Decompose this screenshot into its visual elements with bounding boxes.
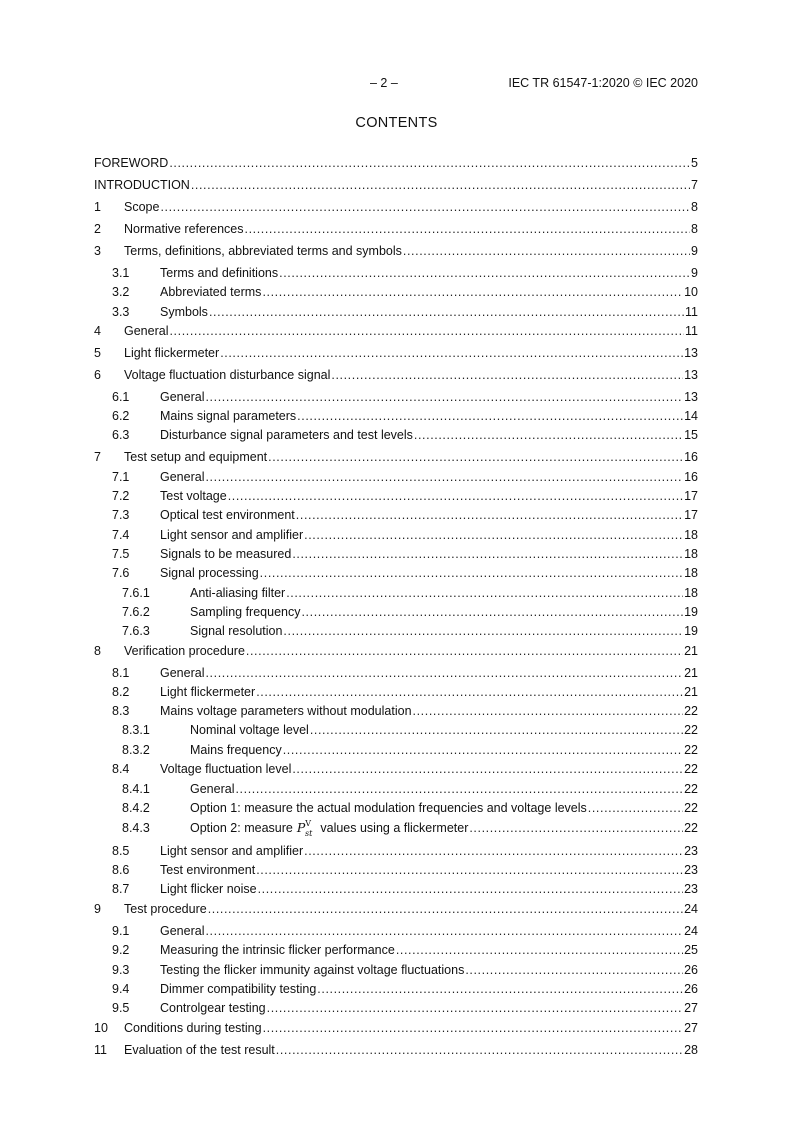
toc-entry[interactable] — [94, 390, 698, 404]
toc-entry-title: Disturbance signal parameters and test levels — [160, 428, 413, 442]
toc-entry-title: Light sensor and amplifier — [160, 844, 304, 858]
toc-entry-title: Light sensor and amplifier — [160, 528, 304, 542]
toc-entry-page: 25 — [684, 943, 698, 957]
toc-entry-number: 7 — [94, 450, 101, 464]
toc-entry-title: Terms, definitions, abbreviated terms and symbols — [124, 244, 402, 258]
toc-entry-page: 21 — [684, 644, 698, 658]
toc-entry[interactable] — [94, 685, 698, 699]
toc-entry-title: Dimmer compatibility testing — [160, 982, 317, 996]
toc-entry-number: 8.4.1 — [122, 782, 150, 796]
toc-entry-page: 7 — [691, 178, 698, 192]
toc-entry[interactable] — [94, 489, 698, 503]
toc-entry-number: 8.4.3 — [122, 821, 150, 836]
toc-entry-number: 9 — [94, 902, 101, 916]
dot-leader — [588, 801, 683, 815]
toc-entry-title: Mains frequency — [190, 743, 282, 757]
toc-entry-number: 9.3 — [112, 963, 130, 977]
toc-entry-number: 6 — [94, 368, 101, 382]
dot-leader — [191, 178, 690, 192]
toc-entry-title: Normative references — [124, 222, 244, 236]
toc-entry-title: Nominal voltage level — [190, 723, 309, 737]
toc-entry-number: 5 — [94, 346, 101, 360]
toc-entry[interactable] — [94, 528, 698, 542]
toc-entry-number: 8.3 — [112, 704, 130, 718]
toc-entry[interactable] — [94, 566, 698, 580]
toc-entry-number: 8.1 — [112, 666, 130, 680]
toc-entry-page: 11 — [685, 305, 698, 319]
toc-entry-page: 22 — [684, 801, 698, 815]
dot-leader — [258, 882, 684, 896]
toc-entry-page: 8 — [691, 200, 698, 214]
toc-entry[interactable] — [94, 743, 698, 757]
toc-entry-title: Light flicker noise — [160, 882, 257, 896]
dot-leader — [205, 666, 683, 680]
toc-entry-number: 7.4 — [112, 528, 130, 542]
toc-entry-page: 10 — [684, 285, 698, 299]
toc-entry-title: Scope — [124, 200, 160, 214]
toc-entry-number: 3.1 — [112, 266, 130, 280]
toc-entry-number: 1 — [94, 200, 101, 214]
toc-entry[interactable] — [94, 409, 698, 423]
toc-entry-page: 18 — [684, 566, 698, 580]
toc-entry[interactable] — [94, 801, 698, 815]
toc-entry[interactable] — [94, 666, 698, 680]
toc-entry-page: 9 — [691, 266, 698, 280]
toc-entry-title: Abbreviated terms — [160, 285, 262, 299]
dot-leader — [403, 244, 690, 258]
dot-leader — [220, 346, 683, 360]
toc-entry-page: 17 — [684, 508, 698, 522]
page-title: CONTENTS — [355, 115, 438, 131]
toc-entry-page: 19 — [684, 624, 698, 638]
toc-entry-title: Conditions during testing — [124, 1021, 262, 1035]
toc-entry[interactable] — [94, 244, 698, 258]
dot-leader — [169, 156, 690, 170]
toc-entry[interactable] — [94, 723, 698, 737]
dot-leader — [205, 924, 683, 938]
toc-entry[interactable] — [94, 1043, 698, 1057]
dot-leader — [469, 821, 683, 835]
toc-entry-number: 7.6.1 — [122, 586, 150, 600]
toc-entry-title: General — [124, 324, 169, 338]
toc-entry[interactable] — [94, 924, 698, 938]
toc-entry-title: Evaluation of the test result — [124, 1043, 275, 1057]
toc-entry-title: Symbols — [160, 305, 208, 319]
toc-entry-number: 6.1 — [112, 390, 130, 404]
dot-leader — [296, 508, 683, 522]
toc-entry-number: 8.4 — [112, 762, 130, 776]
dot-leader — [276, 1043, 683, 1057]
toc-entry-page: 17 — [684, 489, 698, 503]
toc-entry-title: Option 1: measure the actual modulation frequencies and voltage levels — [190, 801, 587, 815]
toc-entry-page: 26 — [684, 982, 698, 996]
toc-entry-title: Measuring the intrinsic flicker performance — [160, 943, 395, 957]
document-reference: IEC TR 61547-1:2020 © IEC 2020 — [508, 76, 698, 90]
toc-entry[interactable] — [94, 305, 698, 319]
toc-entry-number: 8.6 — [112, 863, 130, 877]
toc-entry[interactable] — [94, 644, 698, 658]
toc-entry[interactable] — [94, 324, 698, 338]
dot-leader — [268, 450, 683, 464]
toc-entry-title: Light flickermeter — [160, 685, 256, 699]
dot-leader — [317, 982, 683, 996]
toc-entry-number: 8.3.1 — [122, 723, 150, 737]
toc-entry[interactable] — [94, 844, 698, 858]
dot-leader — [396, 943, 683, 957]
toc-entry-number: 8.2 — [112, 685, 130, 699]
toc-entry-title: General — [160, 470, 205, 484]
toc-entry-title: Voltage fluctuation disturbance signal — [124, 368, 331, 382]
toc-entry-page: 18 — [684, 528, 698, 542]
dot-leader — [228, 489, 683, 503]
toc-entry[interactable] — [94, 1021, 698, 1035]
toc-entry-title: Light flickermeter — [124, 346, 220, 360]
toc-entry-page: 22 — [684, 704, 698, 718]
dot-leader — [283, 743, 683, 757]
toc-entry-title: Optical test environment — [160, 508, 295, 522]
page-number: – 2 – — [370, 76, 398, 90]
toc-entry-number: 9.1 — [112, 924, 130, 938]
toc-entry-page: 21 — [684, 666, 698, 680]
toc-entry-number: 8.4.2 — [122, 801, 150, 815]
toc-entry[interactable] — [94, 368, 698, 382]
toc-entry-number: 8.5 — [112, 844, 130, 858]
toc-entry-number: 6.2 — [112, 409, 130, 423]
toc-entry-page: 23 — [684, 882, 698, 896]
dot-leader — [260, 566, 683, 580]
toc-entry-number: 7.5 — [112, 547, 130, 561]
toc-entry-number: 9.4 — [112, 982, 130, 996]
toc-entry-number: 2 — [94, 222, 101, 236]
toc-entry-title: Signal processing — [160, 566, 259, 580]
dot-leader — [267, 1001, 683, 1015]
dot-leader — [283, 624, 683, 638]
toc-entry[interactable] — [94, 547, 698, 561]
toc-entry-page: 8 — [691, 222, 698, 236]
toc-entry[interactable] — [94, 605, 698, 619]
dot-leader — [301, 605, 683, 619]
toc-entry[interactable] — [94, 178, 698, 192]
toc-entry-page: 22 — [684, 762, 698, 776]
toc-entry-number: 8.3.2 — [122, 743, 150, 757]
dot-leader — [297, 409, 683, 423]
toc-entry[interactable] — [94, 508, 698, 522]
dot-leader — [304, 528, 683, 542]
toc-entry-title: Anti-aliasing filter — [190, 586, 286, 600]
toc-entry-number: 7.1 — [112, 470, 130, 484]
toc-entry-number: 4 — [94, 324, 101, 338]
toc-entry-page: 27 — [684, 1001, 698, 1015]
toc-entry-title: Verification procedure — [124, 644, 245, 658]
toc-entry-number: 7.2 — [112, 489, 130, 503]
toc-entry-title: Mains voltage parameters without modulation — [160, 704, 412, 718]
toc-entry-title: General — [190, 782, 235, 796]
toc-entry[interactable] — [94, 470, 698, 484]
pst-symbol: $P^V_{st}$ — [296, 819, 313, 838]
dot-leader — [413, 704, 684, 718]
dot-leader — [414, 428, 683, 442]
toc-entry-page: 22 — [684, 782, 698, 796]
toc-entry-title: Sampling frequency — [190, 605, 301, 619]
dot-leader — [246, 644, 683, 658]
toc-entry-page: 24 — [684, 924, 698, 938]
toc-entry-title: General — [160, 666, 205, 680]
toc-entry-title: Voltage fluctuation level — [160, 762, 292, 776]
toc-entry-page: 13 — [684, 368, 698, 382]
toc-entry-title: General — [160, 924, 205, 938]
toc-entry[interactable] — [94, 586, 698, 600]
toc-entry[interactable] — [94, 1001, 698, 1015]
dot-leader — [160, 200, 690, 214]
toc-entry[interactable] — [94, 200, 698, 214]
toc-entry[interactable] — [94, 346, 698, 360]
toc-entry-page: 22 — [684, 743, 698, 757]
toc-entry-page: 13 — [684, 390, 698, 404]
toc-entry-number: 3 — [94, 244, 101, 258]
toc-entry[interactable] — [94, 963, 698, 977]
dot-leader — [262, 285, 683, 299]
dot-leader — [279, 266, 690, 280]
toc-entry[interactable] — [94, 428, 698, 442]
page-header — [0, 76, 793, 92]
dot-leader — [169, 324, 684, 338]
toc-entry-page: 22 — [684, 723, 698, 737]
toc-entry-title: INTRODUCTION — [94, 178, 190, 192]
dot-leader — [208, 902, 683, 916]
toc-entry-page: 24 — [684, 902, 698, 916]
toc-entry-title: Option 2: measure $P^V_{st}$ values using a flickermeter — [190, 819, 469, 838]
toc-entry-number: 11 — [94, 1043, 107, 1057]
toc-entry-number: 3.2 — [112, 285, 130, 299]
toc-entry-number: 8.7 — [112, 882, 130, 896]
toc-entry-title: Controlgear testing — [160, 1001, 266, 1015]
dot-leader — [256, 863, 683, 877]
toc-entry[interactable] — [94, 982, 698, 996]
toc-entry-title: Terms and definitions — [160, 266, 279, 280]
toc-entry[interactable] — [94, 820, 698, 838]
toc-entry[interactable] — [94, 156, 698, 170]
toc-entry-title: Test voltage — [160, 489, 227, 503]
toc-entry-title: Signal resolution — [190, 624, 283, 638]
toc-entry[interactable] — [94, 624, 698, 638]
toc-entry-number: 6.3 — [112, 428, 130, 442]
toc-entry[interactable] — [94, 762, 698, 776]
dot-leader — [292, 547, 683, 561]
toc-entry-page: 11 — [685, 324, 698, 338]
dot-leader — [235, 782, 683, 796]
toc-entry-page: 9 — [691, 244, 698, 258]
toc-entry[interactable] — [94, 782, 698, 796]
toc-entry-page: 19 — [684, 605, 698, 619]
toc-entry-number: 9.5 — [112, 1001, 130, 1015]
toc-entry-page: 15 — [684, 428, 698, 442]
toc-entry[interactable] — [94, 285, 698, 299]
dot-leader — [304, 844, 683, 858]
toc-entry-page: 16 — [684, 450, 698, 464]
dot-leader — [209, 305, 684, 319]
toc-entry-title: General — [160, 390, 205, 404]
toc-entry-title: FOREWORD — [94, 156, 169, 170]
dot-leader — [310, 723, 683, 737]
toc-entry-page: 18 — [684, 547, 698, 561]
toc-entry-page: 21 — [684, 685, 698, 699]
dot-leader — [465, 963, 683, 977]
dot-leader — [286, 586, 683, 600]
dot-leader — [292, 762, 683, 776]
toc-entry-page: 26 — [684, 963, 698, 977]
toc-entry[interactable] — [94, 863, 698, 877]
toc-entry-page: 27 — [684, 1021, 698, 1035]
toc-entry-number: 7.6 — [112, 566, 130, 580]
toc-entry[interactable] — [94, 222, 698, 236]
toc-entry-number: 7.3 — [112, 508, 130, 522]
toc-entry-number: 7.6.3 — [122, 624, 150, 638]
toc-entry-title: Signals to be measured — [160, 547, 292, 561]
dot-leader — [205, 470, 683, 484]
toc-entry-page: 5 — [691, 156, 698, 170]
toc-entry[interactable] — [94, 943, 698, 957]
toc-entry[interactable] — [94, 266, 698, 280]
toc-entry-page: 28 — [684, 1043, 698, 1057]
toc-entry[interactable] — [94, 882, 698, 896]
toc-entry-title: Test environment — [160, 863, 256, 877]
toc-entry-title: Mains signal parameters — [160, 409, 297, 423]
toc-entry-page: 16 — [684, 470, 698, 484]
toc-entry-page: 23 — [684, 863, 698, 877]
toc-entry-title: Test procedure — [124, 902, 207, 916]
toc-entry-title: Test setup and equipment — [124, 450, 268, 464]
toc-entry-page: 13 — [684, 346, 698, 360]
dot-leader — [263, 1021, 684, 1035]
toc-entry-page: 23 — [684, 844, 698, 858]
toc-entry-number: 9.2 — [112, 943, 130, 957]
toc-entry-title: Testing the flicker immunity against voltage fluctuations — [160, 963, 465, 977]
toc-entry-number: 10 — [94, 1021, 108, 1035]
toc-entry-number: 8 — [94, 644, 101, 658]
toc-entry-number: 7.6.2 — [122, 605, 150, 619]
toc-entry-page: 22 — [684, 821, 698, 836]
toc-entry[interactable] — [94, 704, 698, 718]
toc-entry-number: 3.3 — [112, 305, 130, 319]
dot-leader — [205, 390, 683, 404]
toc-entry-page: 18 — [684, 586, 698, 600]
toc-entry[interactable] — [94, 902, 698, 916]
dot-leader — [245, 222, 691, 236]
toc-entry[interactable] — [94, 450, 698, 464]
dot-leader — [331, 368, 683, 382]
dot-leader — [256, 685, 683, 699]
toc-entry-page: 14 — [684, 409, 698, 423]
